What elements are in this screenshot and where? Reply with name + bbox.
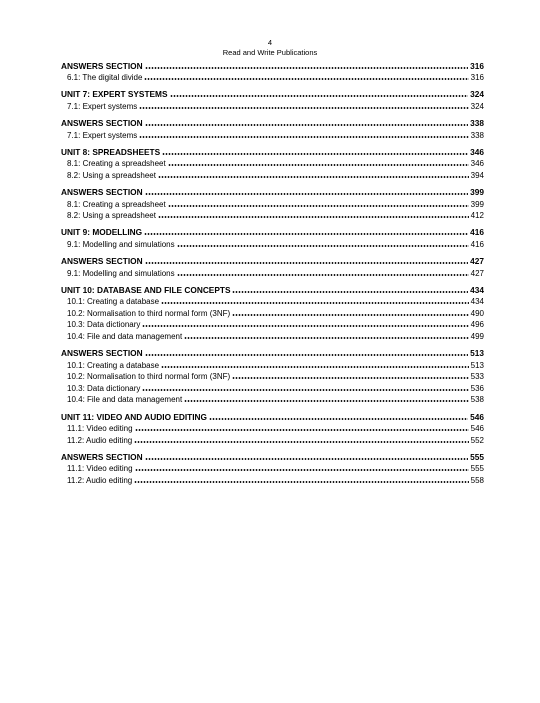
toc-page-number: 496	[470, 320, 484, 330]
toc-section-entry[interactable]	[61, 450, 484, 462]
dot-leader	[168, 205, 469, 207]
toc-subentry[interactable]	[61, 462, 484, 474]
toc-page-number: 513	[470, 348, 484, 359]
toc-section-entry[interactable]	[61, 283, 484, 295]
dot-leader	[135, 429, 469, 431]
toc-page-number: 324	[470, 89, 484, 100]
dot-leader	[142, 325, 468, 327]
toc-page-number: 316	[470, 60, 484, 71]
dot-leader	[135, 469, 469, 471]
toc-section-entry[interactable]	[61, 145, 484, 157]
toc-entry-title: ANSWERS SECTION	[61, 186, 143, 197]
toc-entry-title: 6.1: The digital divide	[67, 73, 143, 83]
toc-subentry[interactable]	[61, 295, 484, 307]
toc-entry-title: UNIT 9: MODELLING	[61, 227, 143, 238]
toc-page-number: 427	[470, 268, 484, 278]
toc-entry-title: ANSWERS SECTION	[61, 451, 143, 462]
toc-entry-title: 9.1: Modelling and simulations	[67, 239, 175, 249]
toc-entry-title: UNIT 10: DATABASE AND FILE CONCEPTS	[61, 284, 231, 295]
toc-entry-title: 8.1: Creating a spreadsheet	[67, 199, 166, 209]
toc-page-number: 394	[470, 170, 484, 180]
toc-subentry[interactable]	[61, 99, 484, 111]
toc-subentry[interactable]	[61, 197, 484, 209]
toc-page-number: 536	[470, 383, 484, 393]
toc-page-number: 316	[470, 73, 484, 83]
toc-section-entry[interactable]	[61, 410, 484, 422]
dot-leader	[144, 233, 468, 235]
dot-leader	[145, 67, 469, 69]
dot-leader	[162, 153, 468, 155]
toc-page-number: 546	[470, 424, 484, 434]
dot-leader	[177, 274, 469, 276]
dot-leader	[144, 78, 468, 80]
dot-leader	[168, 164, 469, 166]
toc-subentry[interactable]	[61, 329, 484, 341]
dot-leader	[139, 107, 468, 109]
toc-entry-title: 8.2: Using a spreadsheet	[67, 211, 156, 221]
toc-page-number: 434	[470, 297, 484, 307]
toc-subentry[interactable]	[61, 157, 484, 169]
toc-subentry[interactable]	[61, 318, 484, 330]
dot-leader	[145, 354, 469, 356]
toc-page-number: 399	[470, 199, 484, 209]
dot-leader	[142, 389, 468, 391]
toc-section-entry[interactable]	[61, 226, 484, 238]
toc-subentry[interactable]	[61, 393, 484, 405]
dot-leader	[232, 377, 468, 379]
toc-entry-title: 10.3: Data dictionary	[67, 383, 141, 393]
toc-entry-title: 11.1: Video editing	[67, 424, 133, 434]
toc-subentry[interactable]	[61, 473, 484, 485]
dot-leader	[184, 400, 468, 402]
toc-section-entry[interactable]	[61, 254, 484, 266]
toc-entry-title: 7.1: Expert systems	[67, 130, 138, 140]
toc-subentry[interactable]	[61, 266, 484, 278]
toc-section-entry[interactable]	[61, 346, 484, 358]
dot-leader	[232, 291, 468, 293]
toc-page-number: 416	[470, 227, 484, 238]
toc-page-number: 399	[470, 186, 484, 197]
toc-entry-title: 10.2: Normalisation to third normal form (3NF)	[67, 372, 231, 382]
toc-section-entry[interactable]	[61, 185, 484, 197]
toc-page-number: 558	[470, 476, 484, 485]
dot-leader	[170, 95, 469, 97]
toc-page-number: 533	[470, 372, 484, 382]
dot-leader	[145, 193, 469, 195]
dot-leader	[134, 441, 468, 443]
toc-page-number: 490	[470, 308, 484, 318]
toc-entry-title: 10.1: Creating a database	[67, 297, 160, 307]
toc-subentry[interactable]	[61, 237, 484, 249]
table-of-contents	[61, 59, 484, 485]
toc-page-number: 346	[470, 159, 484, 169]
dot-leader	[184, 337, 468, 339]
toc-page-number: 412	[470, 211, 484, 221]
dot-leader	[145, 458, 469, 460]
toc-page-number: 513	[470, 360, 484, 370]
toc-entry-title: 11.2: Audio editing	[67, 476, 133, 485]
toc-page-number: 427	[470, 255, 484, 266]
page-number: 4	[267, 38, 273, 47]
dot-leader	[145, 124, 469, 126]
toc-entry-title: 10.1: Creating a database	[67, 360, 160, 370]
toc-subentry[interactable]	[61, 358, 484, 370]
toc-entry-title: ANSWERS SECTION	[61, 60, 143, 71]
dot-leader	[209, 418, 468, 420]
toc-subentry[interactable]	[61, 128, 484, 140]
toc-entry-title: 9.1: Modelling and simulations	[67, 268, 175, 278]
toc-subentry[interactable]	[61, 422, 484, 434]
toc-entry-title: UNIT 11: VIDEO AND AUDIO EDITING	[61, 411, 207, 422]
dot-leader	[158, 216, 469, 218]
toc-entry-title: UNIT 7: EXPERT SYSTEMS	[61, 89, 168, 100]
toc-page-number: 555	[470, 451, 484, 462]
toc-entry-title: ANSWERS SECTION	[61, 348, 143, 359]
toc-page-number: 552	[470, 435, 484, 445]
toc-entry-title: 10.4: File and data management	[67, 395, 183, 405]
toc-subentry[interactable]	[61, 306, 484, 318]
toc-entry-title: 10.4: File and data management	[67, 331, 183, 341]
toc-subentry[interactable]	[61, 433, 484, 445]
toc-page-number: 338	[470, 130, 484, 140]
dot-leader	[139, 136, 468, 138]
toc-entry-title: 11.2: Audio editing	[67, 435, 133, 445]
toc-page-number: 538	[470, 395, 484, 405]
toc-subentry[interactable]	[61, 71, 484, 83]
dot-leader	[232, 314, 468, 316]
toc-subentry[interactable]	[61, 209, 484, 221]
toc-entry-title: ANSWERS SECTION	[61, 255, 143, 266]
dot-leader	[161, 302, 469, 304]
toc-page-number: 416	[470, 239, 484, 249]
dot-leader	[177, 245, 469, 247]
dot-leader	[158, 176, 469, 178]
toc-entry-title: 8.1: Creating a spreadsheet	[67, 159, 166, 169]
toc-page-number: 546	[470, 411, 484, 422]
dot-leader	[145, 262, 469, 264]
toc-page-number: 499	[470, 331, 484, 341]
toc-section-entry[interactable]	[61, 59, 484, 71]
toc-page-number: 346	[470, 146, 484, 157]
toc-entry-title: UNIT 8: SPREADSHEETS	[61, 146, 161, 157]
toc-entry-title: 8.2: Using a spreadsheet	[67, 170, 156, 180]
toc-page-number: 434	[470, 284, 484, 295]
publisher-name: Read and Write Publications	[222, 48, 318, 57]
toc-entry-title: 7.1: Expert systems	[67, 101, 138, 111]
dot-leader	[161, 366, 469, 368]
toc-page-number: 338	[470, 117, 484, 128]
toc-entry-title: 11.1: Video editing	[67, 464, 133, 474]
toc-entry-title: ANSWERS SECTION	[61, 117, 143, 128]
toc-subentry[interactable]	[61, 370, 484, 382]
toc-section-entry[interactable]	[61, 116, 484, 128]
toc-page-number: 555	[470, 464, 484, 474]
toc-subentry[interactable]	[61, 168, 484, 180]
toc-section-entry[interactable]	[61, 88, 484, 100]
toc-entry-title: 10.2: Normalisation to third normal form (3NF)	[67, 308, 231, 318]
toc-subentry[interactable]	[61, 381, 484, 393]
toc-page-number: 324	[470, 101, 484, 111]
dot-leader	[134, 481, 468, 483]
toc-entry-title: 10.3: Data dictionary	[67, 320, 141, 330]
